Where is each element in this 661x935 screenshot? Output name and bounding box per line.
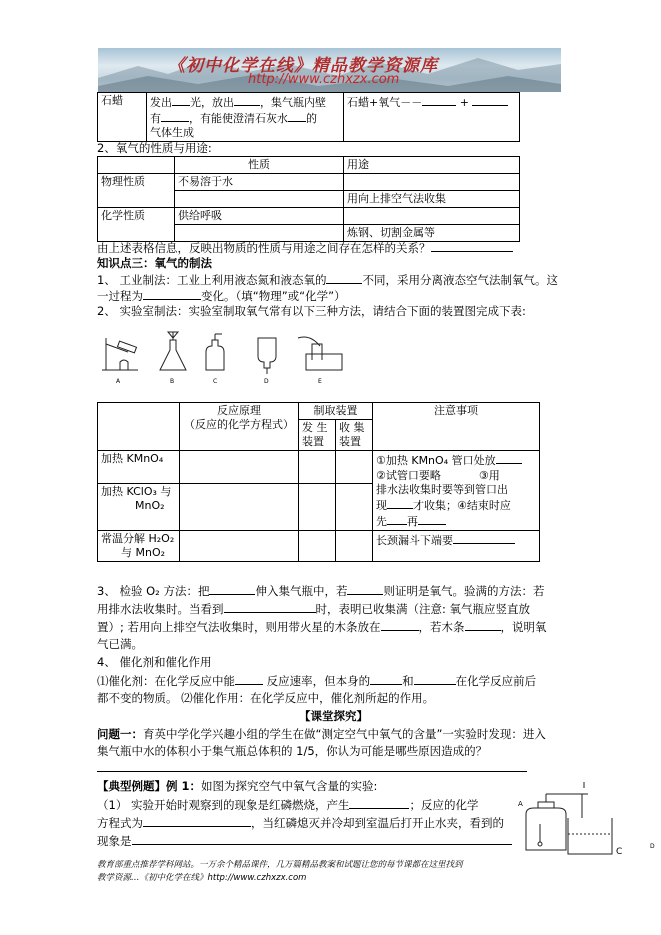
candle-table bbox=[97, 92, 520, 142]
text: 有 bbox=[150, 112, 161, 125]
text: 伸入集气瓶中，若 bbox=[255, 584, 348, 598]
industrial-method-cont bbox=[97, 288, 346, 303]
candle-cell-phenomenon bbox=[147, 93, 344, 142]
text: ②试管口要略 bbox=[376, 469, 441, 482]
text: ；反应的化学 bbox=[409, 798, 479, 812]
text: + bbox=[459, 96, 469, 109]
text: 方程式为 bbox=[97, 816, 143, 830]
header-banner bbox=[98, 48, 561, 92]
physical-property-label: 物理性质 bbox=[98, 174, 175, 208]
text: MnO₂ bbox=[135, 498, 165, 512]
oxygen-content-apparatus bbox=[512, 778, 660, 860]
header-notes: 注意事项 bbox=[373, 403, 540, 451]
cell bbox=[175, 191, 344, 208]
chemical-use: 炼钢、切割金属等 bbox=[344, 225, 520, 242]
text: 才收集；④结束时应 bbox=[413, 499, 511, 512]
class-inquiry-heading: 【课堂探究】 bbox=[299, 709, 368, 723]
text: 【典型例题】 bbox=[97, 779, 166, 793]
knowledge-point-3: 知识点三：氧气的制法 bbox=[97, 256, 212, 270]
section-oxygen-properties: 2、氧气的性质与用途: bbox=[97, 141, 212, 155]
method-kclo3 bbox=[98, 483, 180, 530]
catalyst-def-2: 都不变的物质。 ⑵催化作用：在化学反应中，催化剂所起的作用。 bbox=[97, 691, 435, 705]
cell bbox=[175, 225, 344, 242]
text: 反应原理 bbox=[217, 404, 261, 417]
candle-cell-label: 石蜡 bbox=[98, 93, 147, 142]
text: ①加热 KMnO₄ 管口处放 bbox=[376, 454, 496, 467]
oxygen-test bbox=[97, 583, 544, 598]
header-property: 性质 bbox=[175, 157, 344, 174]
chemical-property-label: 化学性质 bbox=[98, 208, 175, 242]
header-use: 用途 bbox=[344, 157, 520, 174]
question-1-cont: 集气瓶中水的体积小于集气瓶总体积的 1/5，你认为可能是哪些原因造成的？ bbox=[97, 744, 488, 758]
text: 例 1： bbox=[166, 779, 202, 793]
properties-table bbox=[97, 156, 520, 242]
text: （1） 实验开始时观察到的现象是红磷燃烧，产生 bbox=[97, 798, 350, 812]
text: 置）; 若用向上排空气法收集时，则用带火星的木条放在 bbox=[97, 620, 381, 634]
apparatus-diagram bbox=[98, 330, 348, 388]
physical-use: 用向上排空气法收集 bbox=[344, 191, 520, 208]
text: 一过程为 bbox=[97, 289, 143, 303]
label-a: A bbox=[116, 378, 121, 385]
text: 长颈漏斗下端要 bbox=[376, 534, 453, 547]
cell bbox=[344, 208, 520, 225]
answer-line bbox=[97, 771, 527, 772]
text: （反应的化学方程式） bbox=[184, 418, 294, 431]
text: 和 bbox=[402, 674, 414, 688]
cell bbox=[180, 531, 299, 562]
text: 气体生成 bbox=[150, 126, 194, 139]
text: 现象是 bbox=[97, 834, 132, 848]
label-fig-d: D bbox=[650, 843, 655, 850]
example-q1 bbox=[97, 797, 478, 812]
example-q1-cont bbox=[97, 815, 504, 830]
text: ，有能使澄清石灰水 bbox=[189, 112, 288, 125]
header-setup: 制取装置 bbox=[299, 403, 373, 420]
cell bbox=[336, 531, 373, 562]
label-d: D bbox=[264, 378, 269, 385]
text: ⑴催化剂：在化学反应中能 bbox=[97, 674, 235, 688]
label-fig-a: A bbox=[518, 800, 523, 808]
text: 再 bbox=[407, 515, 418, 528]
text: 变化。（填“物理”或“化学”） bbox=[201, 289, 346, 303]
text: 发出 bbox=[150, 96, 172, 109]
header-principle bbox=[180, 403, 299, 451]
cell bbox=[180, 483, 299, 530]
oxygen-test-4: 气已满。 bbox=[97, 637, 143, 651]
header-generator: 发 生 装置 bbox=[299, 420, 336, 451]
label-c: C bbox=[213, 378, 218, 385]
footer-line-2: 教学资源…《初中化学在线》http://www.czhxzx.com bbox=[97, 873, 307, 883]
text: 如图为探究空气中氧气含量的实验: bbox=[201, 779, 378, 793]
cell bbox=[344, 174, 520, 191]
text: ，若木条 bbox=[418, 620, 465, 634]
text: 排水法收集时要等到管口出 bbox=[376, 483, 508, 496]
cell bbox=[299, 483, 336, 530]
text: 常温分解 H₂O₂ bbox=[101, 532, 175, 545]
oxygen-test-2 bbox=[97, 601, 530, 616]
notes-heating bbox=[373, 451, 540, 531]
text: 光，放出 bbox=[190, 96, 234, 109]
method-kmno4: 加热 KMnO₄ bbox=[98, 451, 180, 484]
catalyst-heading: 4、 催化剂和催化作用 bbox=[97, 655, 212, 669]
label-b: B bbox=[170, 378, 175, 385]
cell bbox=[336, 451, 373, 484]
text: 石蜡+氧气－－ bbox=[347, 96, 423, 109]
example-heading bbox=[97, 779, 377, 793]
question-relation bbox=[97, 240, 513, 255]
oxygen-test-3 bbox=[97, 619, 547, 634]
cell bbox=[336, 483, 373, 530]
banner-title: 《初中化学在线》精品教学资源库 bbox=[168, 56, 438, 76]
text: 1、 工业制法：工业上利用液态氮和液态氧的 bbox=[97, 273, 327, 287]
label-fig-c: C bbox=[616, 847, 623, 857]
catalyst-def bbox=[97, 673, 536, 688]
method-h2o2 bbox=[98, 531, 180, 562]
text: 加热 KClO₃ 与 bbox=[101, 484, 172, 498]
example-q1-cont2 bbox=[97, 833, 512, 848]
physical-property: 不易溶于水 bbox=[175, 174, 344, 191]
text: 先 bbox=[376, 515, 387, 528]
text: 问题一： bbox=[97, 727, 143, 741]
cell bbox=[180, 451, 299, 484]
text: 现 bbox=[376, 499, 387, 512]
text: 在化学反应前后 bbox=[455, 674, 537, 688]
preparation-table bbox=[97, 402, 540, 562]
text: ，当红磷熄灭并冷却到室温后打开止水夹，看到的 bbox=[251, 816, 504, 830]
question-1 bbox=[97, 727, 546, 741]
notes-funnel bbox=[373, 531, 540, 562]
text: 时，表明已收集满（注意: 氧气瓶应竖直放 bbox=[315, 602, 531, 616]
text: ，说明氧 bbox=[500, 620, 547, 634]
cell bbox=[98, 157, 175, 174]
chemical-property: 供给呼吸 bbox=[175, 208, 344, 225]
text: 反应速率，但本身的 bbox=[266, 674, 371, 688]
industrial-method bbox=[97, 272, 558, 287]
text: ，集气瓶内壁 bbox=[260, 96, 326, 109]
cell bbox=[299, 451, 336, 484]
cell bbox=[299, 531, 336, 562]
text: 与 MnO₂ bbox=[121, 546, 166, 559]
text: 育英中学化学兴趣小组的学生在做“测定空气中氧气的含量”一实验时发现：进入 bbox=[143, 727, 546, 741]
footer-line-1: 教育部重点推荐学科网站。一万余个精品课件，几万篇精品教案和试题让您的每节课都在这里找到 bbox=[97, 860, 463, 870]
text: 不同，采用分离液态空气法制氧气。这 bbox=[362, 273, 558, 287]
text: 3、 检验 O₂ 方法：把 bbox=[97, 584, 210, 598]
text: 的 bbox=[306, 112, 317, 125]
cell bbox=[98, 403, 180, 451]
label-e: E bbox=[318, 378, 322, 385]
text: 由上述表格信息，反映出物质的性质与用途之间存在怎样的关系？ bbox=[97, 241, 431, 255]
banner-url[interactable]: http://www.czhxzx.com bbox=[248, 72, 400, 87]
text: 则证明是氧气。验满的方法：若 bbox=[383, 584, 545, 598]
text: ③用 bbox=[478, 469, 500, 482]
lab-method: 2、 实验室制法：实验室制取氧气常有以下三种方法，请结合下面的装置图完成下表: bbox=[97, 304, 526, 318]
candle-cell-equation bbox=[344, 93, 520, 142]
header-collector: 收 集 装置 bbox=[336, 420, 373, 451]
text: 用排水法收集时。当看到 bbox=[97, 602, 224, 616]
